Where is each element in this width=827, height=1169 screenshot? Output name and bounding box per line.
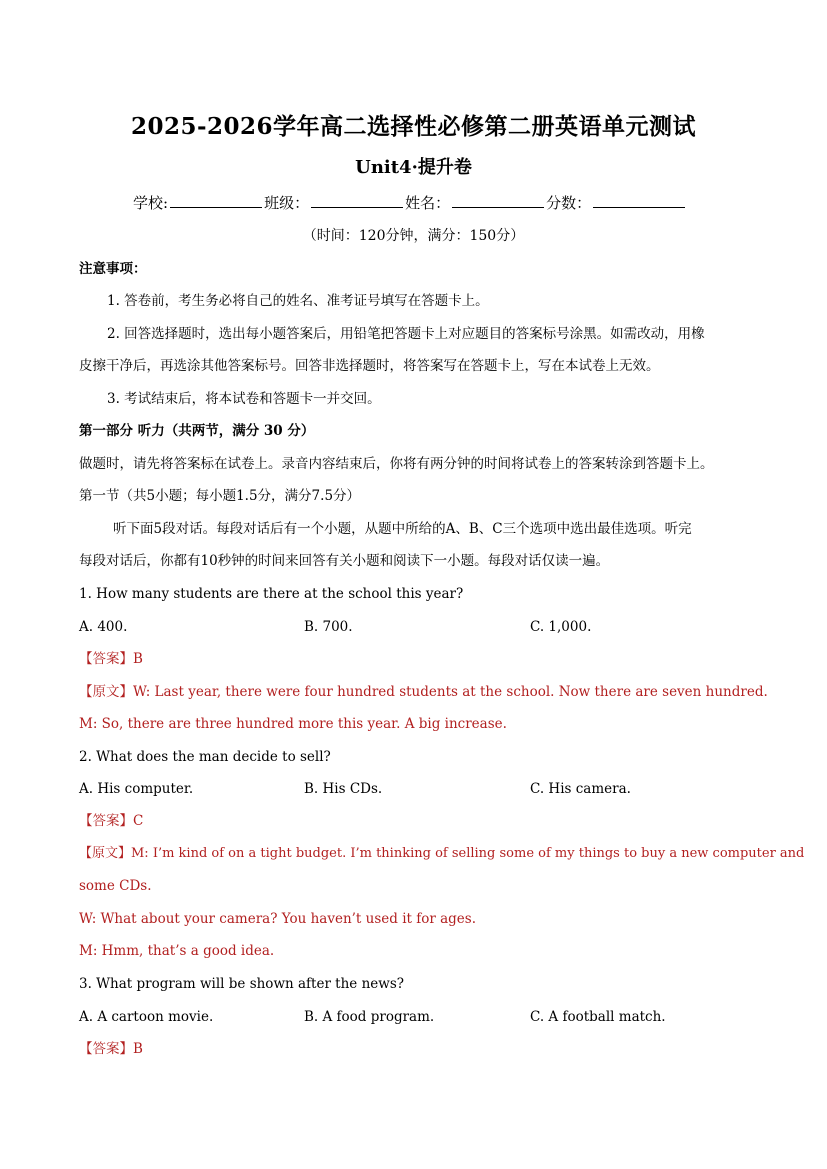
class-label: 班级： [264,194,310,212]
question-2-script-line-1: 【原文】M: I’m kind of on a tight budget. I’m thinking of selling some of my things to buy a new computer and [79,846,805,861]
question-1-option-a: A. 400. [79,619,128,635]
directions-line-2: 每段对话后，你都有10秒钟的时间来回答有关小题和阅读下一小题。每段对话仅读一遍。 [79,553,610,569]
question-2-option-a: A. His computer. [79,781,194,797]
question-3-stem: 3. What program will be shown after the news? [79,976,404,992]
question-3-option-b: B. A food program. [304,1009,435,1025]
question-2-script-line-2: some CDs. [79,878,152,894]
notice-item-3: 3. 考试结束后，将本试卷和答题卡一并交回。 [107,391,381,407]
school-blank[interactable] [170,193,262,208]
notice-heading: 注意事项： [79,261,147,277]
notice-item-2-line-2: 皮擦干净后，再选涂其他答案标号。回答非选择题时，将答案写在答题卡上，写在本试卷上无效。 [79,358,660,374]
question-1-stem: 1. How many students are there at the school this year? [79,586,464,602]
part1-heading: 第一部分 听力（共两节，满分 30 分） [79,423,315,439]
directions-line-1: 听下面5段对话。每段对话后有一个小题，从题中所给的A、B、C三个选项中选出最佳选项。听完 [113,521,692,537]
question-2-script-line-3: W: What about your camera? You haven’t used it for ages. [79,911,476,927]
question-1-option-b: B. 700. [304,619,353,635]
question-2-script-line-4: M: Hmm, that’s a good idea. [79,943,275,959]
question-3-answer: 【答案】B [79,1041,143,1057]
name-label: 姓名： [405,194,451,212]
question-1-script-line-1: 【原文】W: Last year, there were four hundred students at the school. Now there are seven hundred. [79,684,768,700]
question-1-option-c: C. 1,000. [530,619,592,635]
question-3-option-c: C. A football match. [530,1009,666,1025]
section1-heading: 第一节（共5小题；每小题1.5分，满分7.5分） [79,488,361,504]
notice-item-2-line-1: 2. 回答选择题时，选出每小题答案后，用铅笔把答题卡上对应题目的答案标号涂黑。如需改动，用橡 [107,326,705,342]
exam-title: 2025-2026学年高二选择性必修第二册英语单元测试 [130,113,697,140]
part1-instruction: 做题时，请先将答案标在试卷上。录音内容结束后，你将有两分钟的时间将试卷上的答案转涂到答题卡上。 [79,456,714,472]
time-info: （时间：120分钟，满分：150分） [302,228,525,244]
question-2-stem: 2. What does the man decide to sell? [79,749,331,765]
question-2-option-b: B. His CDs. [304,781,383,797]
question-1-script-line-2: M: So, there are three hundred more this year. A big increase. [79,716,507,732]
exam-subtitle: Unit4·提升卷 [355,157,472,178]
school-label: 学校: [133,194,169,212]
name-blank[interactable] [452,193,544,208]
notice-item-1: 1. 答卷前，考生务必将自己的姓名、准考证号填写在答题卡上。 [107,293,489,309]
score-label: 分数： [546,194,592,212]
class-blank[interactable] [311,193,403,208]
question-3-option-a: A. A cartoon movie. [79,1009,214,1025]
question-2-option-c: C. His camera. [530,781,631,797]
student-info-line [133,192,687,213]
question-1-answer: 【答案】B [79,651,143,667]
score-blank[interactable] [593,193,685,208]
question-2-answer: 【答案】C [79,813,144,829]
